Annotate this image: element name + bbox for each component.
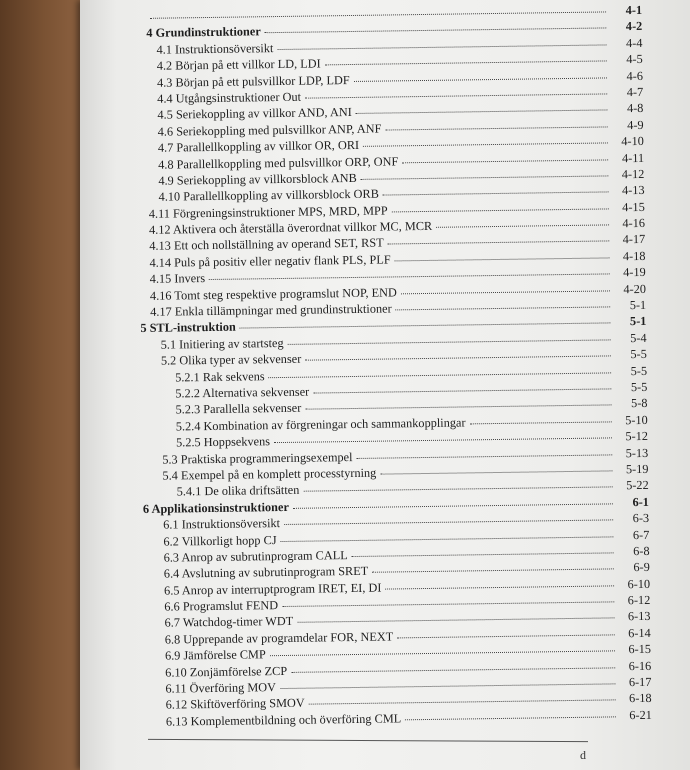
toc-entry-page: 6-13 [627,609,651,624]
toc-entry-page: 6-12 [627,592,651,608]
toc-entry-page: 4-17 [622,232,646,247]
toc-entry-title: 4.4 Utgångsinstruktioner Out [157,89,302,106]
toc-entry-title: 4.16 Tomt steg respektive programslut NOP, END [149,285,397,303]
toc-leader-dots [288,339,611,345]
toc-entry-page: 4-9 [627,117,644,132]
toc-leader-dots [291,667,615,673]
toc-entry-page: 4-8 [626,101,644,116]
toc-leader-dots [240,323,611,329]
toc-leader-dots [361,175,609,179]
toc-entry-page: 4-2 [625,19,643,34]
toc-entry-page: 5-19 [625,461,649,477]
toc-entry-title: 5.2.3 Parallella sekvenser [175,401,302,417]
toc-entry-title: 5.2.1 Rak sekvens [175,368,265,385]
toc-entry-page: 5-4 [630,330,647,345]
toc-entry-page: 5-5 [630,347,647,362]
toc-leader-dots [309,700,616,705]
toc-leader-dots [265,28,607,34]
toc-entry-title: 4.10 Parallellkoppling av villkorsblock ORB [158,186,380,204]
toc-entry-title: 4.5 Seriekoppling av villkor AND, ANI [157,105,352,123]
toc-leader-dots [293,503,613,508]
toc-leader-dots [385,126,607,130]
toc-entry-title: 6.6 Programslut FEND [164,598,279,614]
toc-entry-title: 6.9 Jämförelse CMP [164,647,266,663]
toc-entry-page: 6-7 [632,527,650,542]
toc-entry-page: 6-16 [628,658,652,673]
toc-leader-dots [395,257,610,261]
toc-entry-page: 6-14 [628,625,651,641]
toc-leader-dots [396,306,611,310]
toc-leader-dots [372,569,614,573]
table-of-contents [136,3,652,731]
toc-leader-dots [325,61,607,66]
toc-leader-dots [397,634,615,638]
toc-entry-title: 4.12 Aktivera och återställa överordnat villkor MC, MCR [148,218,433,237]
footer-rule [148,739,588,742]
toc-leader-dots [470,421,612,424]
toc-entry-title: 4.7 Parallellkoppling av villkor OR, ORI [157,138,360,155]
toc-leader-dots [363,143,608,147]
toc-entry-page: 4-18 [622,248,646,264]
toc-entry-title: 5.2 Olika typer av sekvenser [160,351,302,368]
toc-entry-page: 6-1 [632,494,650,509]
toc-entry-page: 6-21 [629,707,652,722]
toc-leader-dots [380,470,612,474]
toc-entry-page: 6-8 [633,543,650,559]
footer-mark: d [580,748,586,762]
toc-entry-title: 4.14 Puls på positiv eller negativ flank PLS, PLF [149,252,391,270]
toc-leader-dots [269,372,611,378]
toc-entry-title: 6.2 Villkorligt hopp CJ [163,532,277,549]
toc-leader-dots [277,44,606,50]
toc-leader-dots [352,552,614,557]
toc-entry-page: 4-10 [621,134,644,149]
toc-entry-page: 4-12 [621,166,645,182]
toc-entry-page: 5-5 [630,363,648,378]
toc-entry-title: 5.1 Initiering av startsteg [160,335,284,352]
toc-entry-title: 4.3 Början på ett pulsvillkor LDP, LDF [156,72,350,90]
toc-entry-title: 6 Applikationsinstruktioner [142,499,289,516]
toc-entry-title: 4.11 Förgreningsinstruktioner MPS, MRD, MPP [148,203,388,221]
toc-entry-title: 5.2.2 Alternativa sekvenser [175,384,310,401]
toc-entry-page: 4-20 [623,281,647,296]
toc-entry-title: 6.12 Skiftöverföring SMOV [165,696,305,713]
toc-entry-page: 6-9 [633,560,650,575]
toc-entry-page: 6-3 [632,510,650,526]
toc-entry-page: 4-6 [626,68,644,83]
toc-entry-page: 5-1 [629,297,647,313]
toc-entry-title: 5 STL-instruktion [140,320,236,336]
document-page [80,0,690,770]
toc-entry-page: 5-10 [625,412,648,427]
toc-entry-page: 5-5 [630,379,648,395]
toc-entry-page: 4-11 [621,150,645,165]
toc-entry-page: 4-13 [621,183,645,198]
toc-entry-page: 6-15 [628,642,652,657]
toc-leader-dots [282,601,614,607]
toc-entry-page: 4-15 [622,199,645,214]
toc-leader-dots [150,11,606,18]
toc-entry-title: 6.10 Zonjämförelse ZCP [165,663,288,680]
toc-entry-title: 6.7 Watchdog-timer WDT [164,614,294,631]
toc-leader-dots [305,356,611,361]
toc-leader-dots [305,93,607,98]
toc-leader-dots [356,454,612,459]
toc-entry-page: 6-10 [627,576,651,591]
toc-leader-dots [209,274,610,281]
toc-entry-title: 5.3 Praktiska programmeringsexempel [162,449,353,467]
toc-entry-title: 6.5 Anrop av interruptprogram IRET, EI, DI [164,580,382,598]
toc-entry-page: 4-7 [626,84,644,100]
toc-leader-dots [402,159,608,163]
toc-entry-page: 4-19 [623,265,646,280]
toc-entry-title: 6.8 Upprepande av programdelar FOR, NEXT [164,629,394,647]
toc-entry-page: 5-22 [626,478,649,493]
toc-leader-dots [436,224,609,227]
toc-leader-dots [388,241,610,245]
toc-entry-title: 6.1 Instruktionsöversikt [163,516,281,532]
toc-leader-dots [405,716,616,720]
toc-entry-title: 4.2 Början på ett villkor LD, LDI [156,56,321,73]
toc-leader-dots [356,110,608,115]
toc-leader-dots [284,519,613,525]
toc-entry-title: 4 Grundinstruktioner [146,24,261,41]
toc-leader-dots [274,438,612,444]
toc-leader-dots [401,290,610,294]
toc-entry-title: 4.8 Parallellkoppling med pulsvillkor ORP, ONF [158,153,399,172]
toc-entry-title: 4.1 Instruktionsöversikt [156,40,274,57]
toc-leader-dots [270,651,615,657]
toc-leader-dots [313,388,611,393]
toc-entry-page: 5-13 [625,445,649,460]
toc-entry-page: 4-1 [625,2,643,18]
toc-entry-title: 6.13 Komplementbildning och överföring CML [165,711,402,729]
toc-entry-title: 4.13 Ett och nollställning av operand SET, RST [149,236,384,254]
toc-leader-dots [385,585,614,589]
toc-entry-page: 6-17 [628,674,652,690]
table-surface [0,0,80,770]
toc-leader-dots [305,405,611,410]
toc-entry-title: 6.4 Avslutning av subrutinprogram SRET [163,564,369,581]
toc-leader-dots [392,208,609,212]
toc-entry-page: 4-5 [626,52,643,67]
toc-entry-title: 4.6 Seriekoppling med pulsvillkor ANP, ANF [157,121,382,139]
toc-entry-title: 5.2.5 Hoppsekvens [175,434,271,450]
toc-entry-title: 6.11 Överföring MOV [165,680,277,696]
toc-entry-title: 4.9 Seriekoppling av villkorsblock ANB [158,170,357,188]
toc-leader-dots [354,77,607,82]
toc-entry-page: 5-12 [625,429,649,444]
toc-entry-page: 4-16 [622,215,646,231]
toc-entry-title: 6.3 Anrop av subrutinprogram CALL [163,547,348,565]
toc-leader-dots [280,683,615,689]
toc-entry-title: 5.2.4 Kombination av förgreningar och sammankopplingar [175,415,466,434]
toc-entry-title: 4.15 Invers [149,271,206,287]
toc-entry-title: 5.4 Exempel på en komplett processtyrning [162,465,377,483]
toc-entry-title: 5.4.1 De olika driftsätten [176,483,300,499]
toc-entry-title: 4.17 Enkla tillämpningar med grundinstruktioner [150,301,392,319]
toc-leader-dots [281,536,614,542]
toc-leader-dots [303,487,612,492]
toc-leader-dots [383,192,609,196]
toc-entry-page: 5-8 [631,396,648,411]
toc-entry-page: 5-1 [629,314,647,329]
toc-entry-page: 4-4 [626,35,643,50]
toc-entry-page: 6-18 [629,691,652,706]
toc-leader-dots [297,618,614,623]
